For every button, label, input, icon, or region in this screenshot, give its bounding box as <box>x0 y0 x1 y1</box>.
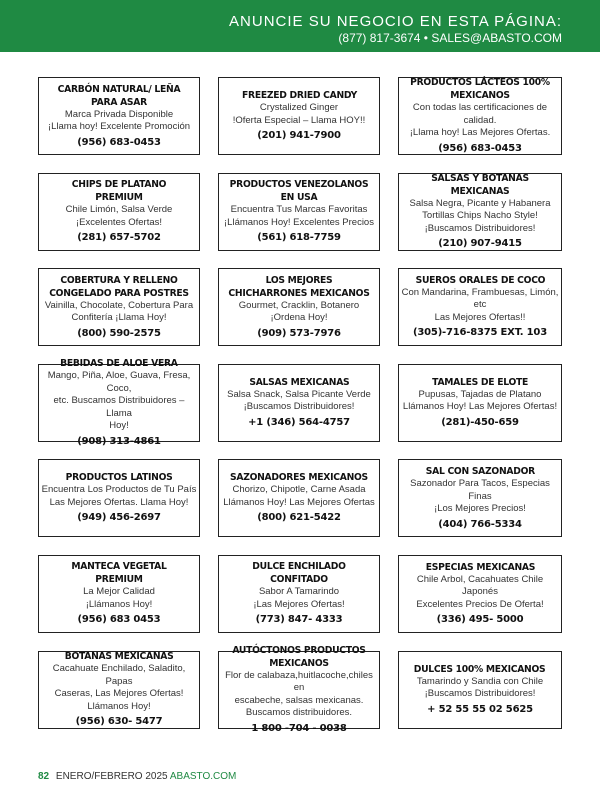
ad-description-line: Llámanos Hoy! Las Mejores Ofertas! <box>402 401 558 413</box>
ad-box <box>38 555 200 633</box>
ad-box <box>38 268 200 346</box>
ad-phone: (281)-450-659 <box>441 416 519 428</box>
ad-description-line: ¡Excelentes Ofertas! <box>75 216 163 228</box>
ad-description-line: La Mejor Calidad <box>83 586 155 598</box>
ad-description-line: Confitería ¡Llama Hoy! <box>71 312 167 324</box>
page-number: 82 <box>38 771 50 782</box>
ad-description-line: Las Mejores Ofertas!! <box>434 311 526 323</box>
ad-phone: (908) 313-4861 <box>77 435 161 447</box>
ad-description-line: Llámanos Hoy! <box>87 700 151 712</box>
ad-box <box>218 364 380 442</box>
ad-description-line: Hoy! <box>109 420 129 432</box>
ad-description-line: Vainilla, Chocolate, Cobertura Para <box>44 299 194 311</box>
site-link[interactable]: ABASTO.COM <box>169 771 237 782</box>
ad-box <box>218 555 380 633</box>
banner-title: ANUNCIE SU NEGOCIO EN ESTA PÁGINA: <box>229 13 562 30</box>
ad-phone: (336) 495- 5000 <box>436 614 524 626</box>
ad-title: PRODUCTOS LÁCTEOS 100% MEXICANOS <box>410 77 550 102</box>
ad-box <box>398 459 562 537</box>
ad-description-line: Mango, Piña, Aloe, Guava, Fresa, Coco, <box>47 370 191 394</box>
ad-description-line: Encuentra Los Productos de Tu País <box>41 484 197 496</box>
ad-phone: + 52 55 55 02 5625 <box>427 703 533 715</box>
ad-phone: (956) 683-0453 <box>77 136 161 148</box>
ad-box <box>38 651 200 729</box>
ad-description-line: Tamarindo y Sandia con Chile <box>416 675 544 687</box>
ad-description-line: ¡Ordena Hoy! <box>270 312 328 324</box>
ad-description-line: Salsa Snack, Salsa Picante Verde <box>227 388 371 400</box>
ad-description-line: Las Mejores Ofertas. Llama Hoy! <box>49 496 189 508</box>
ad-title: ESPECIAS MEXICANAS <box>425 561 535 573</box>
ad-title: LOS MEJORES CHICHARRONES MEXICANOS <box>228 274 370 299</box>
ad-phone: +1 (346) 564-4757 <box>248 416 350 428</box>
ad-title: MANTECA VEGETAL PREMIUM <box>71 561 167 586</box>
ad-title: SAZONADORES MEXICANOS <box>230 472 368 484</box>
ad-description-line: Caseras, Las Mejores Ofertas! <box>54 688 184 700</box>
ad-phone: (800) 621-5422 <box>257 512 341 524</box>
ad-title: SALSAS Y BOTANAS MEXICANAS <box>431 172 529 197</box>
ad-title: SUEROS ORALES DE COCO <box>415 274 545 286</box>
issue-date: ENERO/FEBRERO 2025 <box>55 771 168 782</box>
ad-phone: (956) 683 0453 <box>77 614 161 626</box>
ad-title: PRODUCTOS VENEZOLANOS EN USA <box>229 179 369 204</box>
ad-description-line: Cacahuate Enchilado, Saladito, Papas <box>52 663 186 687</box>
ad-description-line: Chile Arbol, Cacahuates Chile Japonés <box>416 573 544 598</box>
ad-box <box>38 173 200 251</box>
classified-ads-grid <box>38 77 566 746</box>
ad-title: PRODUCTOS LATINOS <box>65 472 173 484</box>
ad-description-line: ¡Buscamos Distribuidores! <box>424 688 536 700</box>
ad-box <box>38 358 200 447</box>
ad-title: BOTANAS MEXICANAS <box>64 651 174 663</box>
ad-phone: (210) 907-9415 <box>438 238 522 250</box>
ad-phone: (201) 941-7900 <box>257 130 341 141</box>
ad-description-line: ¡Llama hoy! Excelente Promoción <box>47 121 191 132</box>
ad-phone: (305)-716-8375 EXT. 103 <box>413 327 547 339</box>
ad-phone: (561) 618-7759 <box>257 232 341 244</box>
banner-contact: (877) 817-3674 • SALES@ABASTO.COM <box>338 31 562 45</box>
ad-title: DULCES 100% MEXICANOS <box>414 663 546 675</box>
ad-description-line: Marca Privada Disponible <box>64 108 174 120</box>
ad-description-line: Flor de calabaza,huitlacoche,chiles en <box>225 669 373 694</box>
ad-title: CHIPS DE PLATANO PREMIUM <box>71 179 167 204</box>
ad-description-line: ¡Las Mejores Ofertas! <box>253 598 345 610</box>
ad-box <box>218 268 380 346</box>
ad-phone: (956) 683-0453 <box>438 142 522 154</box>
ad-box <box>218 459 380 537</box>
ad-description-line: Pupusas, Tajadas de Platano <box>418 388 542 400</box>
ad-description-line: ¡Buscamos Distribuidores! <box>424 222 536 234</box>
ad-description-line: Con Mandarina, Frambuesas, Limón, etc <box>401 286 559 311</box>
ad-phone: (404) 766-5334 <box>438 518 522 530</box>
ad-box <box>398 173 562 251</box>
ad-box <box>218 173 380 251</box>
ad-box <box>398 364 562 442</box>
ad-title: CARBÓN NATURAL/ LEÑA PARA ASAR <box>57 83 181 108</box>
ad-phone: (800) 590-2575 <box>77 327 161 339</box>
page-footer <box>38 771 236 782</box>
ad-description-line: etc. Buscamos Distribuidores – Llama <box>53 395 185 419</box>
ad-description-line: Llámanos Hoy! Las Mejores Ofertas <box>223 496 375 508</box>
ad-box <box>218 77 380 155</box>
ad-title: DULCE ENCHILADO CONFITADO <box>252 561 346 586</box>
ad-box <box>218 644 380 734</box>
ad-box <box>398 651 562 729</box>
ad-description-line: ¡Buscamos Distribuidores! <box>243 401 355 413</box>
ad-box <box>398 555 562 633</box>
ad-description-line: Gourmet, Cracklin, Botanero <box>238 299 360 311</box>
ad-phone: (773) 847- 4333 <box>255 614 343 626</box>
ad-box <box>38 77 200 155</box>
ad-phone: (949) 456-2697 <box>77 512 161 524</box>
ad-title: AUTÓCTONOS PRODUCTOS MEXICANOS <box>232 644 366 669</box>
ad-description-line: ¡Llama hoy! Las Mejores Ofertas. <box>409 127 551 139</box>
advertise-banner <box>0 0 600 52</box>
ad-title: TAMALES DE ELOTE <box>432 376 528 388</box>
ad-title: COBERTURA Y RELLENO CONGELADO PARA POSTRES <box>49 274 189 299</box>
ad-description-line: Excelentes Precios De Oferta! <box>416 598 544 610</box>
ad-description-line: Crystalized Ginger <box>259 102 339 113</box>
ad-description-line: escabeche, salsas mexicanas. <box>234 694 364 706</box>
ad-description-line: Chorizo, Chipotle, Carne Asada <box>232 484 366 496</box>
ad-description-line: Con todas las certificaciones de calidad. <box>412 102 548 126</box>
ad-description-line: Sabor A Tamarindo <box>258 586 340 598</box>
ad-title: SALSAS MEXICANAS <box>248 376 350 388</box>
ad-phone: (281) 657-5702 <box>77 232 161 244</box>
ad-description-line: Salsa Negra, Picante y Habanera <box>409 197 551 209</box>
ad-description-line: !Oferta Especial – Llama HOY!! <box>232 114 366 126</box>
ad-box <box>398 77 562 155</box>
ad-box <box>38 459 200 537</box>
ad-title: BEBIDAS DE ALOE VERA <box>60 358 178 370</box>
ad-title: FREEZED DRIED CANDY <box>241 90 357 101</box>
ad-phone: (909) 573-7976 <box>257 327 341 339</box>
ad-description-line: Chile Limón, Salsa Verde <box>65 204 173 216</box>
ad-description-line: ¡Llámanos Hoy! <box>85 598 153 610</box>
ad-box <box>398 268 562 346</box>
ad-description-line: Buscamos distribuidores. <box>245 707 353 719</box>
ad-description-line: Tortillas Chips Nacho Style! <box>422 210 538 222</box>
ad-title: SAL CON SAZONADOR <box>425 466 535 478</box>
ad-description-line: Encuentra Tus Marcas Favoritas <box>230 204 368 216</box>
ad-description-line: ¡Llámanos Hoy! Excelentes Precios <box>224 216 374 228</box>
ad-phone: 1 800 -704 - 0038 <box>251 722 347 734</box>
ad-phone: (956) 630- 5477 <box>75 716 163 728</box>
ad-description-line: ¡Los Mejores Precios! <box>434 503 526 515</box>
ad-description-line: Sazonador Para Tacos, Especias Finas <box>410 478 550 502</box>
